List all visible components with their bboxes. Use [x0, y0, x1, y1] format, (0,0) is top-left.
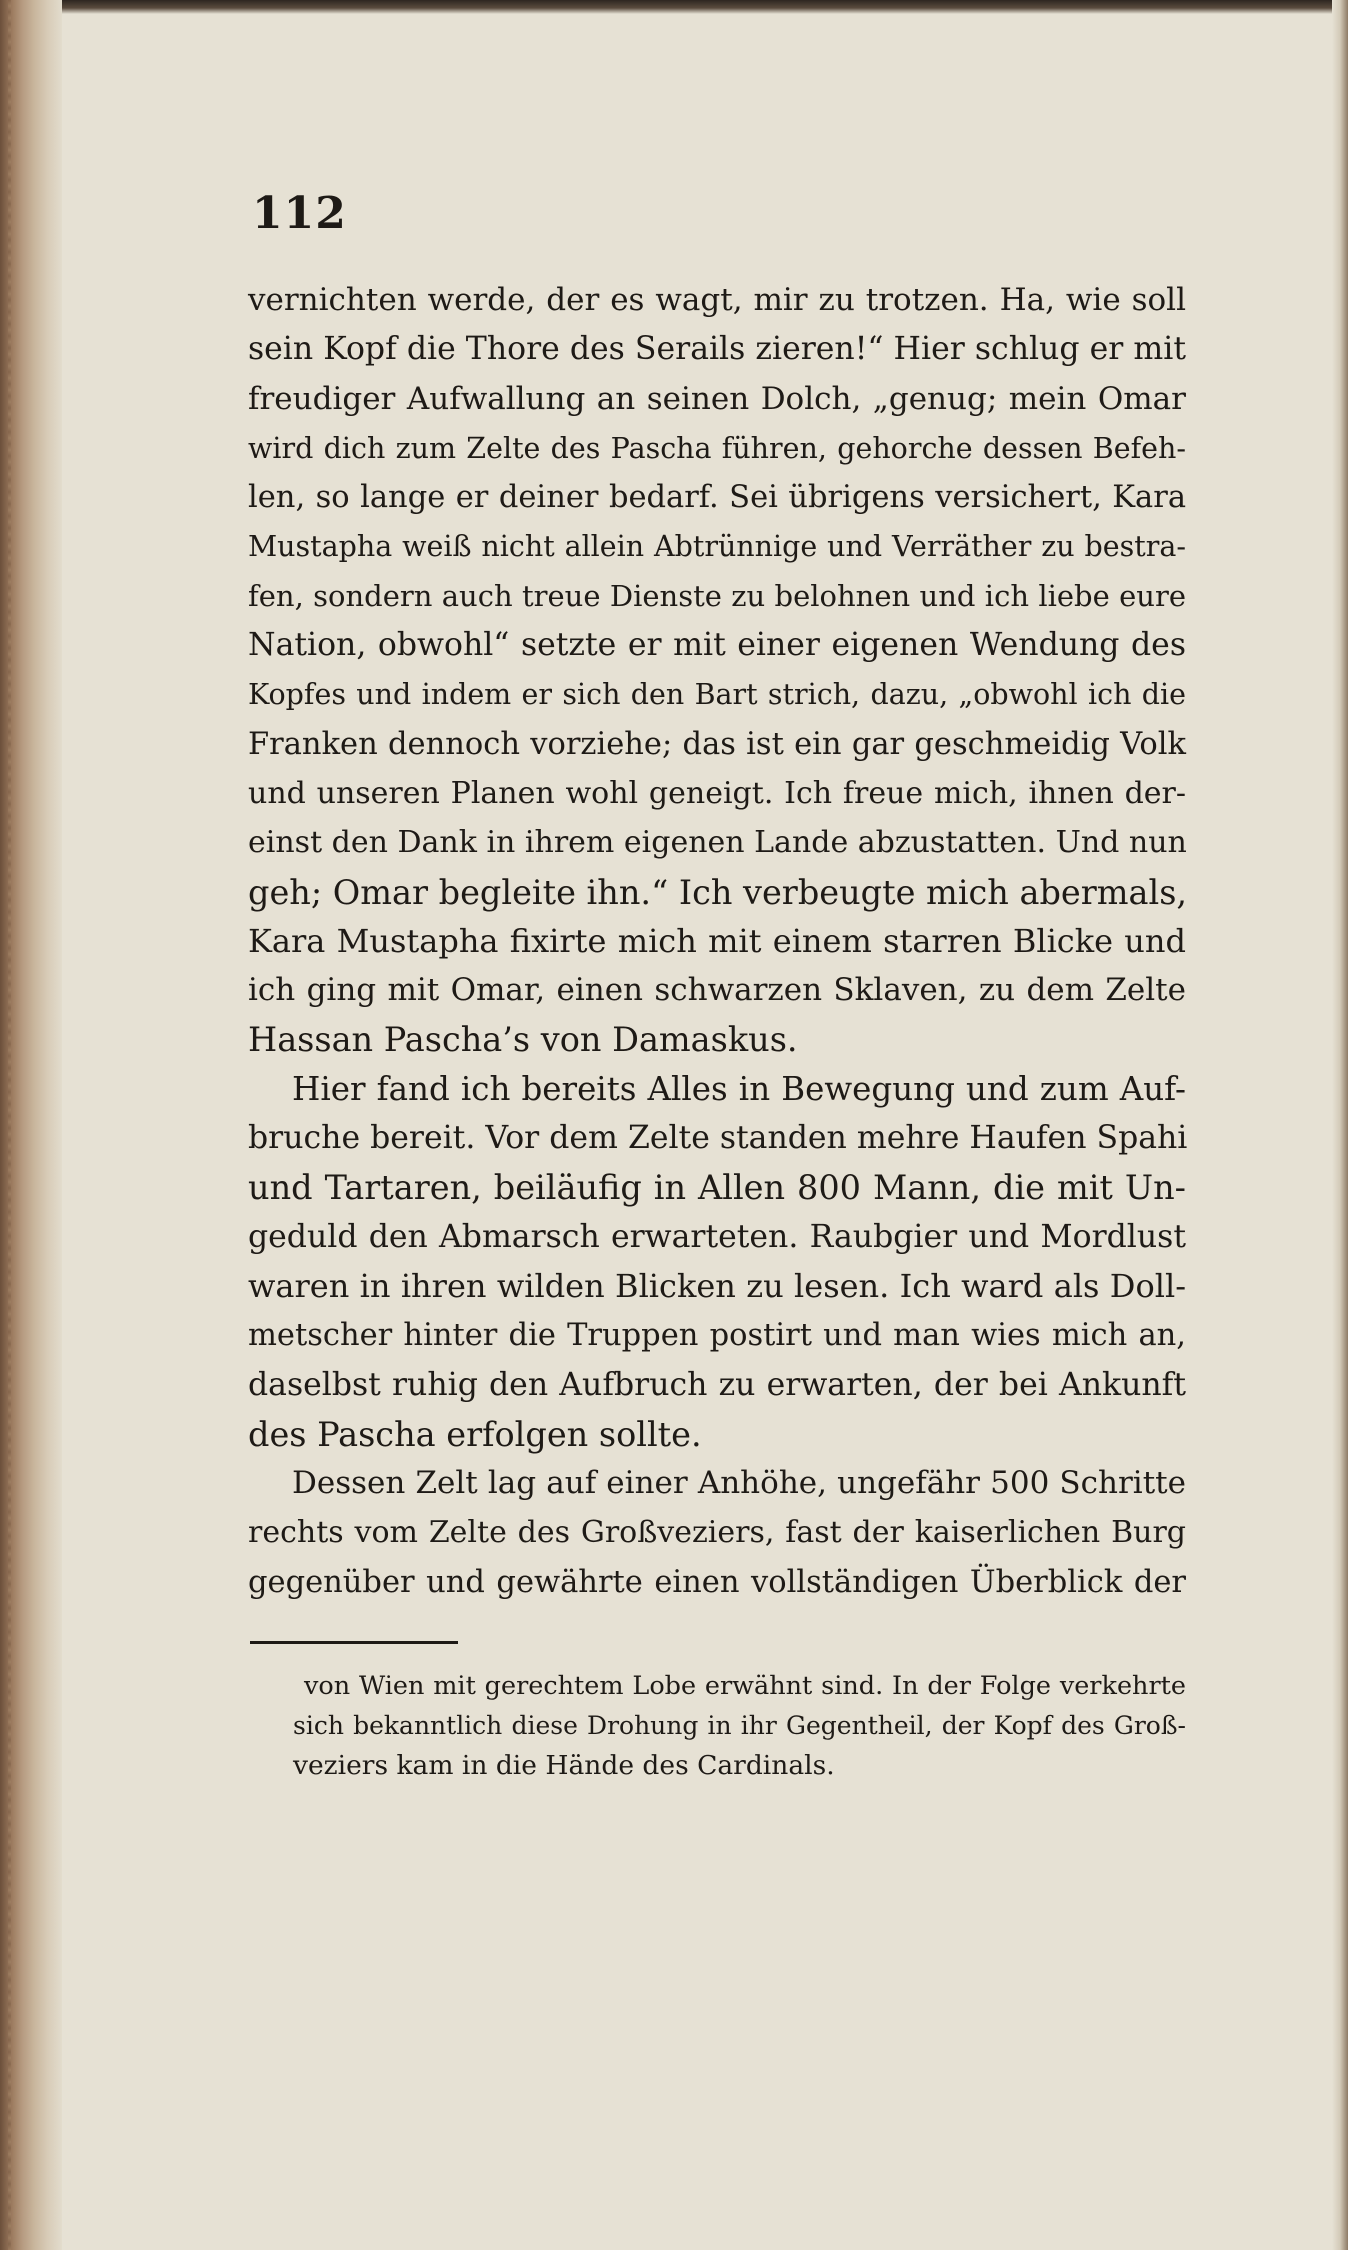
text-line: daselbst ruhig den Aufbruch zu erwarten, der bei Ankunft — [248, 1366, 1186, 1403]
text-line: wird dich zum Zelte des Pascha führen, gehorche dessen Befeh- — [248, 431, 1186, 465]
text-line: rechts vom Zelte des Großveziers, fast der kaiserlichen Burg — [248, 1515, 1186, 1551]
text-line: len, so lange er deiner bedarf. Sei übrigens versichert, Kara — [248, 480, 1186, 516]
text-line: des Pascha erfolgen sollte. — [248, 1414, 702, 1454]
text-line: Kopfes und indem er sich den Bart strich, dazu, „obwohl ich die — [248, 678, 1186, 712]
text-line: geduld den Abmarsch erwarteten. Raubgier und Mordlust — [248, 1218, 1186, 1255]
text-line: Dessen Zelt lag auf einer Anhöhe, ungefähr 500 Schritte — [292, 1465, 1186, 1502]
text-line: Hassan Pascha’s von Damaskus. — [248, 1020, 798, 1060]
text-line: gegenüber und gewährte einen vollständigen Überblick der — [248, 1564, 1186, 1600]
footnote-line: veziers kam in die Hände des Cardinals. — [293, 1750, 835, 1781]
text-line: Hier fand ich bereits Alles in Bewegung und zum Auf- — [292, 1069, 1186, 1108]
text-line: Franken dennoch vorziehe; das ist ein gar geschmeidig Volk — [248, 726, 1186, 762]
text-line: Kara Mustapha fixirte mich mit einem starren Blicke und — [248, 921, 1186, 960]
page-content — [248, 180, 1186, 1820]
book-spine-edge — [0, 0, 62, 2250]
footnote-line: von Wien mit gerechtem Lobe erwähnt sind. In der Folge verkehrte — [304, 1671, 1186, 1701]
text-line: Nation, obwohl“ setzte er mit einer eigenen Wendung des — [248, 627, 1186, 664]
book-top-edge — [0, 0, 1348, 14]
text-line: Mustapha weiß nicht allein Abtrünnige und Verräther zu bestra- — [248, 530, 1186, 564]
footnote-divider — [250, 1641, 458, 1644]
text-line: bruche bereit. Vor dem Zelte standen mehre Haufen Spahi — [248, 1120, 1188, 1157]
body-text — [248, 276, 1186, 1607]
text-line: waren in ihren wilden Blicken zu lesen. Ich ward als Doll- — [248, 1266, 1186, 1305]
page-number: 112 — [252, 188, 347, 239]
text-line: metscher hinter die Truppen postirt und man wies mich an, — [248, 1318, 1186, 1354]
footnote — [293, 1666, 1186, 1786]
text-line: freudiger Aufwallung an seinen Dolch, „genug; mein Omar — [248, 380, 1186, 417]
footnote-line: sich bekanntlich diese Drohung in ihr Gegentheil, der Kopf des Groß- — [293, 1711, 1186, 1740]
text-line: vernichten werde, der es wagt, mir zu trotzen. Ha, wie soll — [248, 282, 1186, 318]
text-line: einst den Dank in ihrem eigenen Lande abzustatten. Und nun — [248, 825, 1187, 861]
text-line: fen, sondern auch treue Dienste zu belohnen und ich liebe eure — [248, 578, 1186, 613]
text-line: und unseren Planen wohl geneigt. Ich freue mich, ihnen der- — [248, 775, 1186, 811]
page-right-edge — [1332, 0, 1348, 2250]
text-line: sein Kopf die Thore des Serails zieren!“ Hier schlug er mit — [248, 331, 1186, 368]
text-line: und Tartaren, beiläufig in Allen 800 Mann, die mit Un- — [248, 1168, 1186, 1208]
text-line: ich ging mit Omar, einen schwarzen Sklaven, zu dem Zelte — [248, 972, 1186, 1009]
text-line: geh; Omar begleite ihn.“ Ich verbeugte mich abermals, — [248, 872, 1188, 912]
